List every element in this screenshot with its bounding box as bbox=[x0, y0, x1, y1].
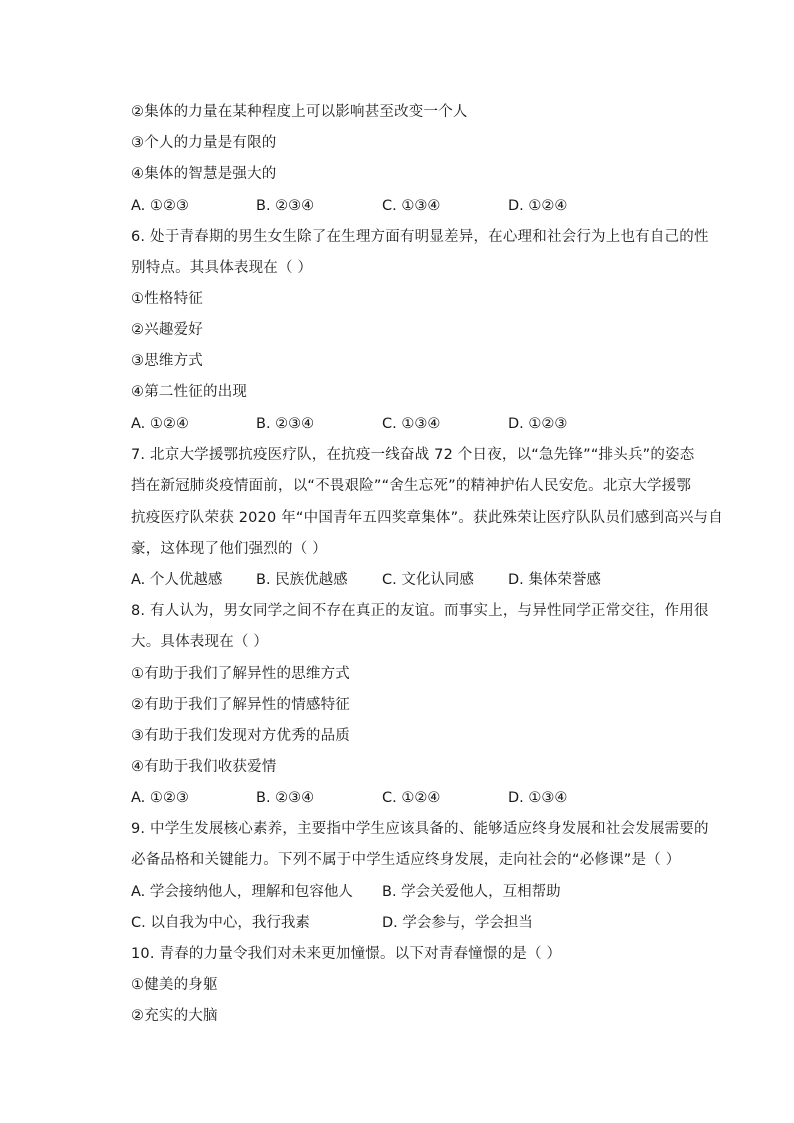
text-line: ②充实的大脑 bbox=[131, 1008, 218, 1024]
text-line: ④第二性征的出现 bbox=[131, 384, 248, 400]
question-6-stem: 别特点。其具体表现在（ ） bbox=[131, 260, 313, 276]
text-line: ②有助于我们了解异性的情感特征 bbox=[131, 697, 350, 713]
question-9-stem: 必备品格和关键能力。下列不属于中学生适应终身发展，走向社会的“必修课”是（ ） bbox=[131, 852, 681, 868]
text-line: ④集体的智慧是强大的 bbox=[131, 166, 277, 182]
option-c: C. 以自我为中心，我行我素 bbox=[131, 915, 310, 931]
option-c: C. ①③④ bbox=[382, 198, 441, 214]
option-d: D. 集体荣誉感 bbox=[508, 572, 601, 588]
question-7-stem: 挡在新冠肺炎疫情面前，以“不畏艰险”“舍生忘死”的精神护佑人民安危。北京大学援鄂 bbox=[131, 478, 692, 494]
question-7-stem: 豪，这体现了他们强烈的（ ） bbox=[131, 541, 327, 557]
option-a: A. ①②④ bbox=[131, 416, 189, 432]
text-line: ③思维方式 bbox=[131, 353, 203, 369]
question-8-stem: 8. 有人认为，男女同学之间不存在真正的友谊。而事实上，与异性同学正常交往，作用很 bbox=[131, 603, 709, 619]
text-line: ①性格特征 bbox=[131, 291, 203, 307]
text-line: ③个人的力量是有限的 bbox=[131, 135, 277, 151]
option-a: A. ①②③ bbox=[131, 790, 189, 806]
option-d: D. 学会参与，学会担当 bbox=[382, 915, 533, 931]
text-line: ①有助于我们了解异性的思维方式 bbox=[131, 666, 350, 682]
option-a: A. ①②③ bbox=[131, 198, 189, 214]
option-b: B. 民族优越感 bbox=[256, 572, 348, 588]
question-9-stem: 9. 中学生发展核心素养，主要指中学生应该具备的、能够适应终身发展和社会发展需要的 bbox=[131, 821, 709, 837]
option-c: C. ①②④ bbox=[382, 790, 441, 806]
text-line: ④有助于我们收获爱情 bbox=[131, 759, 277, 775]
question-6-stem: 6. 处于青春期的男生女生除了在生理方面有明显差异，在心理和社会行为上也有自己的性 bbox=[131, 229, 709, 245]
text-line: ②集体的力量在某种程度上可以影响甚至改变一个人 bbox=[131, 104, 468, 120]
option-d: D. ①③④ bbox=[508, 790, 568, 806]
option-d: D. ①②④ bbox=[508, 198, 568, 214]
text-line: ①健美的身躯 bbox=[131, 977, 218, 993]
option-c: C. ①③④ bbox=[382, 416, 441, 432]
option-a: A. 个人优越感 bbox=[131, 572, 223, 588]
text-line: ②兴趣爱好 bbox=[131, 322, 203, 338]
question-7-stem: 抗疫医疗队荣获 2020 年“中国青年五四奖章集体”。获此殊荣让医疗队队员们感到高兴与自 bbox=[131, 510, 723, 526]
option-c: C. 文化认同感 bbox=[382, 572, 474, 588]
option-b: B. ②③④ bbox=[256, 416, 315, 432]
question-8-stem: 大。具体表现在（ ） bbox=[131, 634, 269, 650]
option-b: B. ②③④ bbox=[256, 790, 315, 806]
option-d: D. ①②③ bbox=[508, 416, 568, 432]
option-b: B. ②③④ bbox=[256, 198, 315, 214]
option-a: A. 学会接纳他人，理解和包容他人 bbox=[131, 884, 353, 900]
question-7-stem: 7. 北京大学援鄂抗疫医疗队，在抗疫一线奋战 72 个日夜，以“急先锋”“排头兵”的姿态 bbox=[131, 447, 695, 463]
question-10-stem: 10. 青春的力量令我们对未来更加憧憬。以下对青春憧憬的是（ ） bbox=[131, 946, 562, 962]
text-line: ③有助于我们发现对方优秀的品质 bbox=[131, 728, 350, 744]
option-b: B. 学会关爱他人，互相帮助 bbox=[382, 884, 561, 900]
